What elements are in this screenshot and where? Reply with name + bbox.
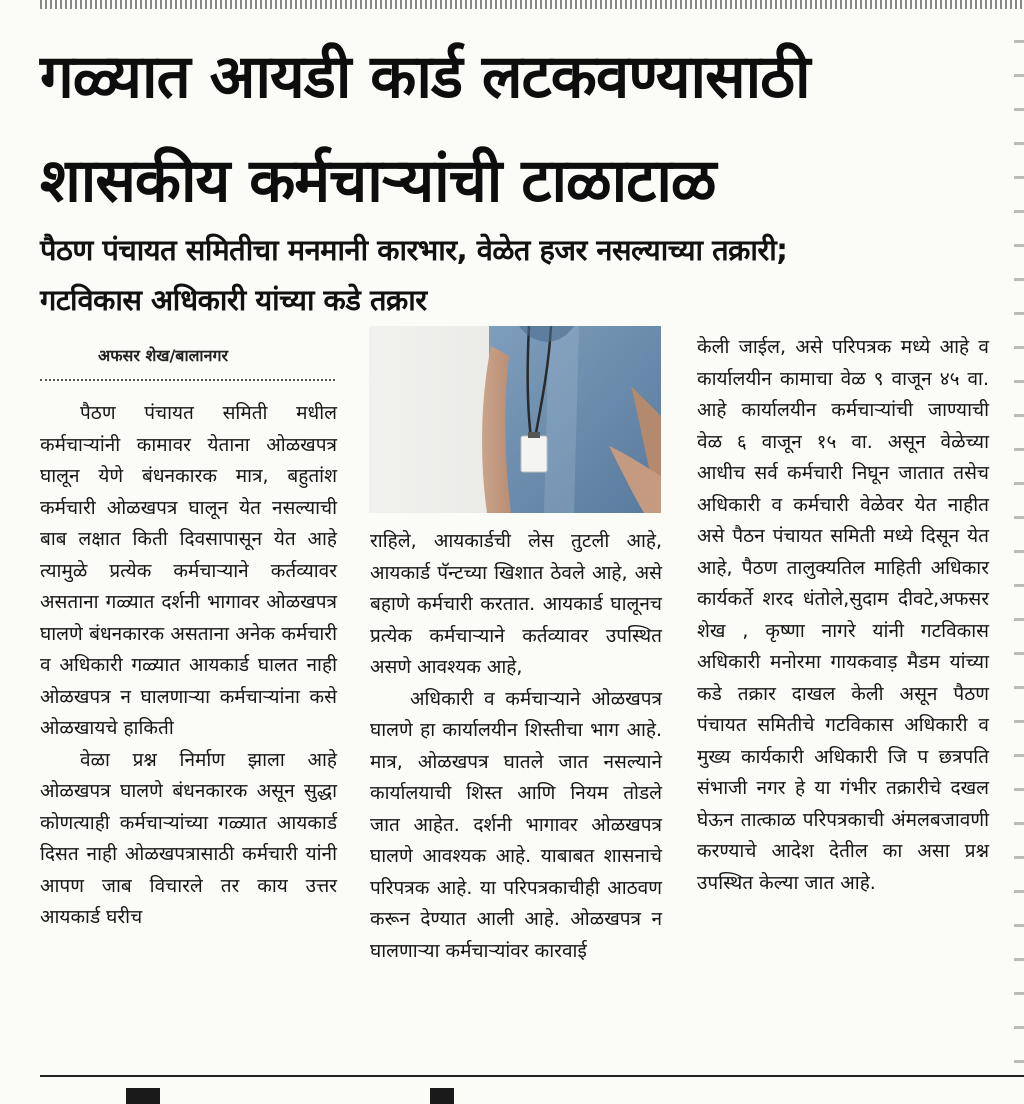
article-column-2 — [370, 526, 662, 967]
column-3-paragraph-1: केली जाईल, असे परिपत्रक मध्ये आहे व कार्यालयीन कामाचा वेळ ९ वाजून ४५ वा. आहे कार्यालयीन कर्मचाऱ्यांची जाण्याची वेळ ६ वाजून १५ वा. असून वेळेच्या आधीच सर्व कर्मचारी निघून जातात तसेच अधिकारी व कर्मचारी वेळेवर येत नाहीत असे पैठन पंचायत समिती मध्ये दिसून येत आहे, पैठण तालुक्यतिल माहिती अधिकार कार्यकर्ते शरद धंतोले,सुदाम दीवटे,अफसर शेख , कृष्णा नागरे यांनी गटविकास अधिकारी मनोरमा गायकवाड़ मैडम यांच्या कडे तक्रार दाखल केली असून पैठण पंचायत समितीचे गटविकास अधिकारी व मुख्य कार्यकारी अधिकारी जि प छत्रपति संभाजी नगर हे या गंभीर तक्रारीचे दखल घेऊन तात्काळ परिपत्रकाची अंमलबजावणी करण्याचे आदेश देतील का असा प्रश्न उपस्थित केल्या जात आहे. — [697, 336, 989, 894]
next-headline-fragment — [430, 1088, 454, 1104]
column-2-paragraph-1: राहिले, आयकार्डची लेस तुटली आहे, आयकार्ड पॅन्टच्या खिशात ठेवले आहे, असे बहाणे कर्मचारी करतात. आयकार्ड घालूनच प्रत्येक कर्मचाऱ्याने कर्तव्यावर उपस्थित असणे आवश्यक आहे, — [370, 530, 662, 678]
subheadline-line-2: गटविकास अधिकारी यांच्या कडे तक्रार — [40, 283, 427, 317]
adjacent-article-edge — [1014, 40, 1024, 1070]
article-photo — [369, 326, 661, 513]
byline-divider — [40, 379, 335, 381]
article-column-3 — [697, 332, 989, 899]
byline: अफसर शेख/बालानगर — [98, 346, 229, 365]
next-headline-fragment — [126, 1088, 160, 1104]
subheadline-line-1: पैठण पंचायत समितीचा मनमानी कारभार, वेळेत हजर नसल्याच्या तक्रारी; — [40, 233, 788, 267]
headline-line-2: शासकीय कर्मचाऱ्यांची टाळाटाळ — [40, 146, 716, 216]
column-2-paragraph-2: अधिकारी व कर्मचाऱ्याने ओळखपत्र घालणे हा कार्यालयीन शिस्तीचा भाग आहे. मात्र, ओळखपत्र घातले जात नसल्याने कार्यालयाची शिस्त आणि नियम तोडले जात आहेत. दर्शनी भागावर ओळखपत्र घालणे आवश्यक आहे. याबाबत शासनाचे परिपत्रक आहे. या परिपत्रकाचीही आठवण करून देण्यात आली आहे. ओळखपत्र न घालणाऱ्या कर्मचाऱ्यांवर कारवाई — [370, 687, 662, 962]
person-with-id-card-lanyard-icon — [369, 326, 661, 513]
headline-line-1: गळ्यात आयडी कार्ड लटकवण्यासाठी — [40, 42, 810, 112]
column-1-paragraph-2: वेळा प्रश्न निर्माण झाला आहे ओळखपत्र घालणे बंधनकारक असून सुद्धा कोणत्याही कर्मचाऱ्यांच्या गळ्यात आयकार्ड दिसत नाही ओळखपत्रासाठी कर्मचारी यांनी आपण जाब विचारले तर काय उत्तर आयकार्ड घरीच — [40, 748, 337, 928]
top-border-rule — [40, 0, 1024, 9]
column-1-paragraph-1: पैठण पंचायत समिती मधील कर्मचाऱ्यांनी कामावर येताना ओळखपत्र घालून येणे बंधनकारक मात्र, बहुतांश कर्मचारी ओळखपत्र घालून येत नसल्याची बाब लक्षात किती दिवसापासून येत आहे त्यामुळे प्रत्येक कर्मचाऱ्याने कर्तव्यावर असताना गळ्यात दर्शनी भागावर ओळखपत्र घालणे बंधनकारक असताना अनेक कर्मचारी व अधिकारी गळ्यात आयकार्ड घालत नाही ओळखपत्र न घालणाऱ्या कर्मचाऱ्यांना कसे ओळखायचे हाकिती — [40, 402, 337, 739]
article-column-1 — [40, 398, 337, 934]
bottom-divider — [40, 1075, 1024, 1077]
